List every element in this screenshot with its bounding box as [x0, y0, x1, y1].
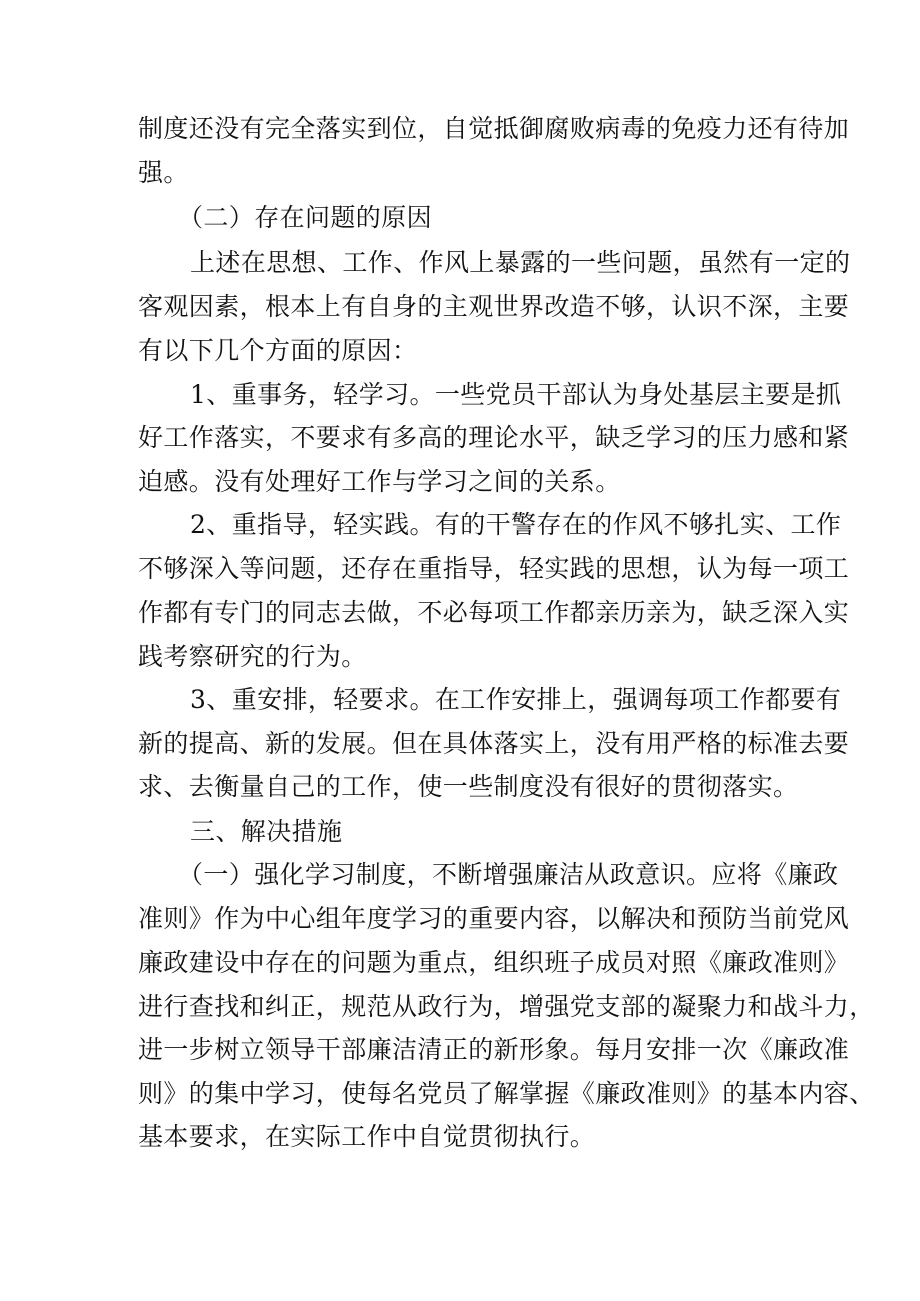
text-line: 则》的集中学习，使每名党员了解掌握《廉政准则》的基本内容、 [138, 1079, 875, 1108]
text-line: 不够深入等问题，还存在重指导，轻实践的思想，认为每一项工 [138, 554, 850, 583]
text-line: 1、重事务，轻学习。一些党员干部认为身处基层主要是抓 [190, 380, 842, 409]
text-line: 上述在思想、工作、作风上暴露的一些问题，虽然有一定的 [190, 248, 851, 277]
text-line: 3、重安排，轻要求。在工作安排上，强调每项工作都要有 [190, 685, 842, 714]
text-line: 基本要求，在实际工作中自觉贯彻执行。 [138, 1122, 596, 1151]
text-line: 进一步树立领导干部廉洁清正的新形象。每月安排一次《廉政准 [138, 1035, 850, 1064]
text-line: 强。 [138, 158, 189, 187]
text-line: 新的提高、新的发展。但在具体落实上，没有用严格的标准去要 [138, 729, 850, 758]
section-heading: 三、解决措施 [190, 817, 343, 846]
text-line: 践考察研究的行为。 [138, 642, 367, 671]
text-line: 准则》作为中心组年度学习的重要内容，以解决和预防当前党风 [138, 904, 850, 933]
text-line: 有以下几个方面的原因： [138, 336, 418, 365]
text-line: 好工作落实，不要求有多高的理论水平，缺乏学习的压力感和紧 [138, 423, 850, 452]
text-line: 作都有专门的同志去做，不必每项工作都亲历亲为，缺乏深入实 [138, 598, 850, 627]
text-line: 客观因素，根本上有自身的主观世界改造不够，认识不深，主要 [138, 292, 850, 321]
text-line: 2、重指导，轻实践。有的干警存在的作风不够扎实、工作 [190, 510, 842, 539]
text-line: 制度还没有完全落实到位，自觉抵御腐败病毒的免疫力还有待加 [138, 114, 850, 143]
text-line: 廉政建设中存在的问题为重点，组织班子成员对照《廉政准则》 [138, 948, 850, 977]
text-line: 求、去衡量自己的工作，使一些制度没有很好的贯彻落实。 [138, 772, 799, 801]
text-line: 进行查找和纠正，规范从政行为，增强党支部的凝聚力和战斗力， [138, 992, 875, 1021]
text-line: （一）强化学习制度，不断增强廉洁从政意识。应将《廉政 [178, 860, 839, 889]
section-heading: （二）存在问题的原因 [178, 203, 433, 232]
text-line: 迫感。没有处理好工作与学习之间的关系。 [138, 467, 621, 496]
